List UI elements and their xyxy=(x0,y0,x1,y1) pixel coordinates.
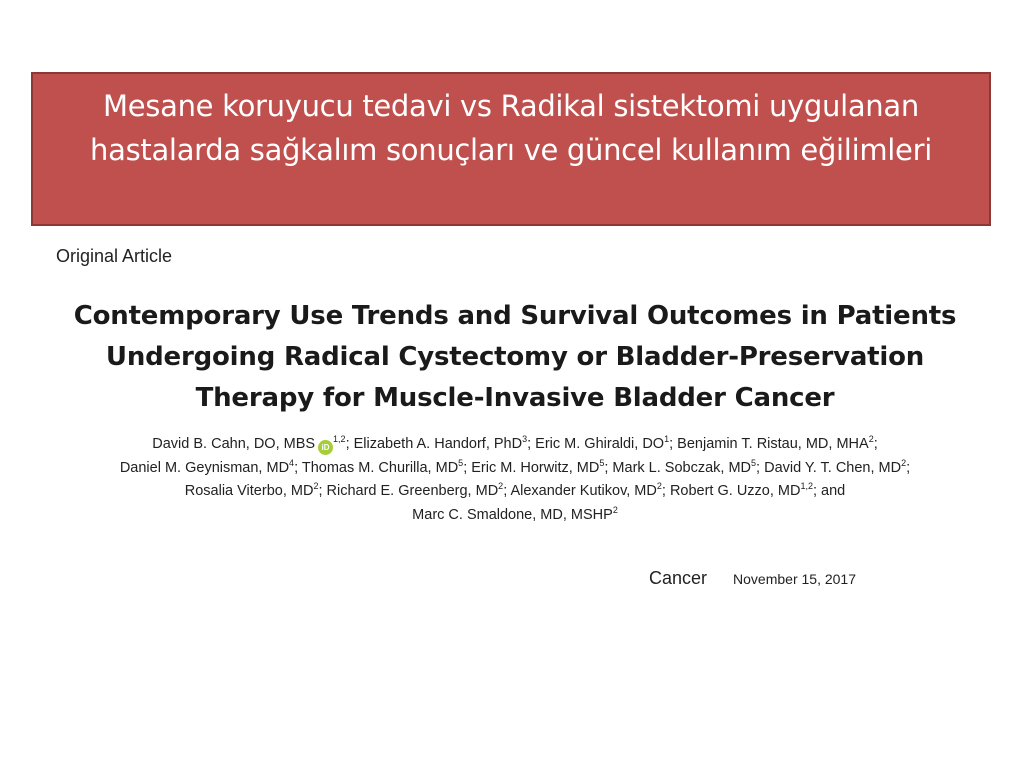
author-affiliation: 5 xyxy=(458,457,464,468)
banner-line-1: Mesane koruyucu tedavi vs Radikal sistektomi uygulanan xyxy=(103,89,919,123)
author-affiliation: 4 xyxy=(289,457,295,468)
article-title-line-2: Undergoing Radical Cystectomy or Bladder-Preservation xyxy=(105,342,925,372)
publication-date: November 15, 2017 xyxy=(733,571,856,587)
author-name: David B. Cahn, DO, MBS xyxy=(152,436,316,452)
article-title-line-1: Contemporary Use Trends and Survival Outcomes in Patients xyxy=(73,301,957,331)
author-affiliation: 2 xyxy=(612,504,618,515)
author-name: Rosalia Viterbo, MD xyxy=(184,483,314,499)
author-separator: ; xyxy=(527,436,536,452)
author-name: David Y. T. Chen, MD xyxy=(764,459,902,476)
author-affiliation: 1,2 xyxy=(800,481,813,491)
author-separator: ; xyxy=(873,436,878,452)
author-affiliation: 1,2 xyxy=(333,434,346,444)
article-title-line-3: Therapy for Muscle-Invasive Bladder Cancer xyxy=(195,383,835,413)
author-name: Marc C. Smaldone, MD, MSHP xyxy=(412,506,613,523)
article-title xyxy=(40,296,990,419)
author-separator: ; xyxy=(669,436,678,452)
author-separator: ; and xyxy=(812,483,846,499)
author-line-3 xyxy=(40,480,990,504)
author-affiliation: 3 xyxy=(522,434,528,444)
citation xyxy=(649,568,856,589)
author-name: Alexander Kutikov, MD xyxy=(510,483,657,499)
author-name: Thomas M. Churilla, MD xyxy=(301,459,459,476)
author-affiliation: 2 xyxy=(868,434,874,444)
author-affiliation: 5 xyxy=(599,457,605,468)
author-line-2 xyxy=(40,457,990,481)
slide-title-banner xyxy=(31,72,991,226)
author-name: Daniel M. Geynisman, MD xyxy=(119,459,290,476)
author-separator: ; xyxy=(345,436,354,452)
author-line-1 xyxy=(40,433,990,457)
author-affiliation: 2 xyxy=(498,481,504,491)
author-name: Robert G. Uzzo, MD xyxy=(669,483,801,499)
author-separator: ; xyxy=(294,459,302,476)
author-line-4 xyxy=(40,504,990,528)
author-separator: ; xyxy=(318,483,327,499)
author-separator: ; xyxy=(906,459,911,476)
author-name: Elizabeth A. Handorf, PhD xyxy=(353,436,523,452)
banner-line-2: hastalarda sağkalım sonuçları ve güncel kullanım eğilimleri xyxy=(90,133,932,167)
author-name: Mark L. Sobczak, MD xyxy=(612,459,752,476)
author-separator: ; xyxy=(463,459,472,476)
orcid-icon[interactable]: iD xyxy=(318,440,333,455)
article-type: Original Article xyxy=(56,246,173,266)
author-name: Eric M. Ghiraldi, DO xyxy=(535,436,665,452)
author-affiliation: 2 xyxy=(313,481,319,491)
author-list xyxy=(40,433,990,527)
author-separator: ; xyxy=(756,459,765,476)
author-affiliation: 1 xyxy=(664,434,670,444)
author-name: Benjamin T. Ristau, MD, MHA xyxy=(677,436,869,452)
author-name: Eric M. Horwitz, MD xyxy=(471,459,600,476)
author-separator: ; xyxy=(503,483,511,499)
author-separator: ; xyxy=(604,459,613,476)
author-name: Richard E. Greenberg, MD xyxy=(326,483,499,499)
author-affiliation: 2 xyxy=(901,457,907,468)
author-affiliation: 2 xyxy=(656,481,662,491)
author-separator: ; xyxy=(661,483,670,499)
author-affiliation: 5 xyxy=(751,457,757,468)
journal-name: Cancer xyxy=(649,568,708,588)
